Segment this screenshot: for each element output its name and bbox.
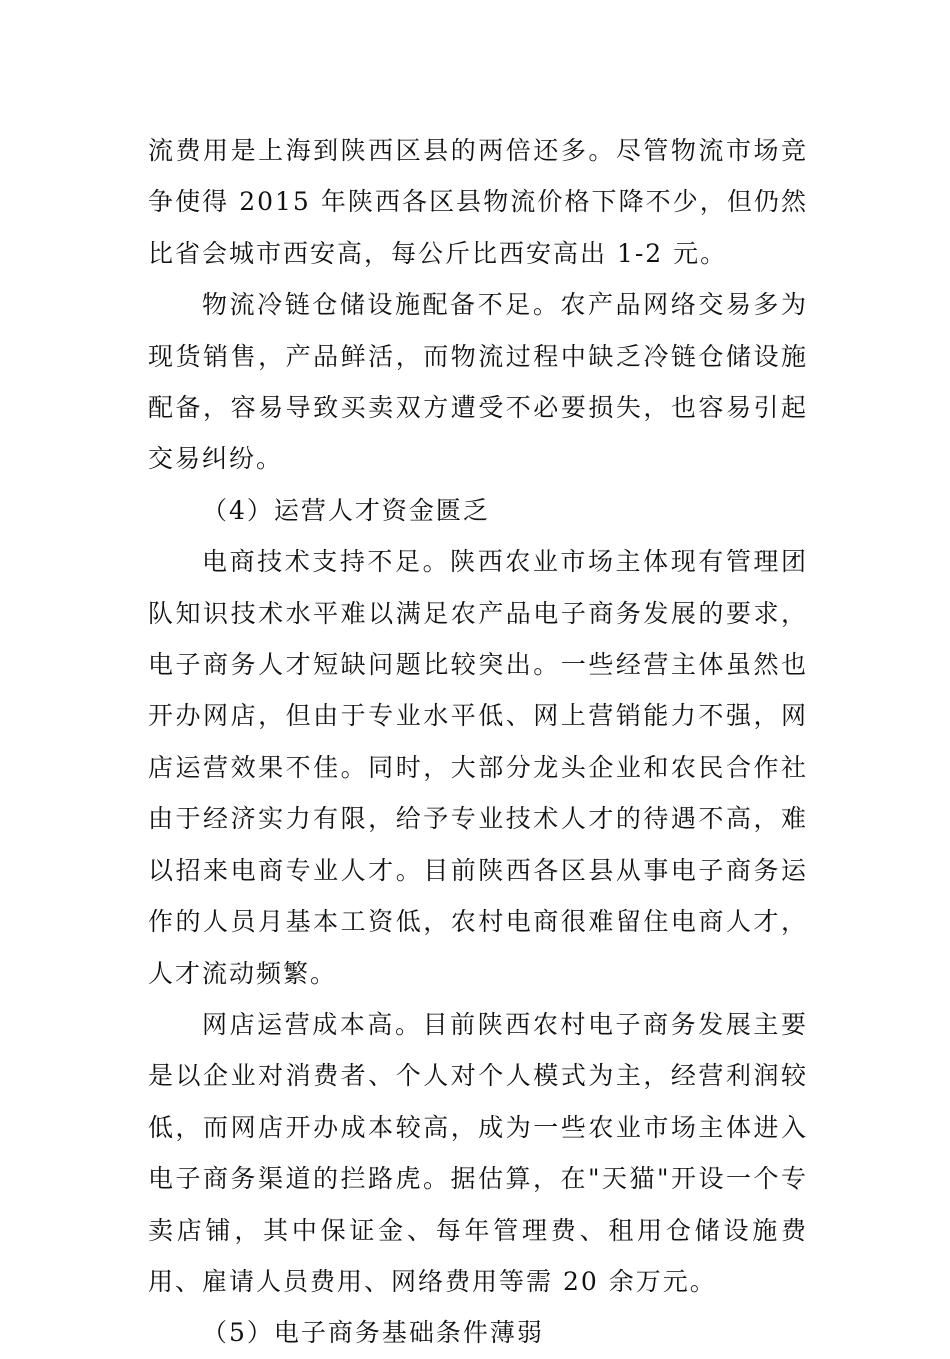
paragraph-cold-chain: 物流冷链仓储设施配备不足。农产品网络交易多为现货销售，产品鲜活，而物流过程中缺乏冷链仓储设施配备，容易导致买卖双方遭受不必要损失，也容易引起交易纠纷。 [148, 290, 808, 474]
document-body [148, 125, 808, 1359]
paragraph-store-cost: 网店运营成本高。目前陕西农村电子商务发展主要是以企业对消费者、个人对个人模式为主，经营利润较低，而网店开办成本较高，成为一些农业市场主体进入电子商务渠道的拦路虎。据估算，在"天猫"开设一个专卖店铺，其中保证金、每年管理费、租用仓储设施费用、雇请人员费用、网络费用等需 20 余万元。 [148, 1009, 808, 1296]
paragraph-logistics-cost: 流费用是上海到陕西区县的两倍还多。尽管物流市场竞争使得 2015 年陕西各区县物流价格下降不少，但仍然比省会城市西安高，每公斤比西安高出 1-2 元。 [148, 136, 808, 268]
section-heading-4: （4）运营人才资金匮乏 [202, 495, 490, 525]
section-heading-5: （5）电子商务基础条件薄弱 [202, 1318, 544, 1348]
paragraph-tech-support: 电商技术支持不足。陕西农业市场主体现有管理团队知识技术水平难以满足农产品电子商务发展的要求，电子商务人才短缺问题比较突出。一些经营主体虽然也开办网店，但由于专业水平低、网上营销能力不强，网店运营效果不佳。同时，大部分龙头企业和农民合作社由于经济实力有限，给予专业技术人才的待遇不高，难以招来电商专业人才。目前陕西各区县从事电子商务运作的人员月基本工资低，农村电商很难留住电商人才，人才流动频繁。 [148, 547, 808, 988]
